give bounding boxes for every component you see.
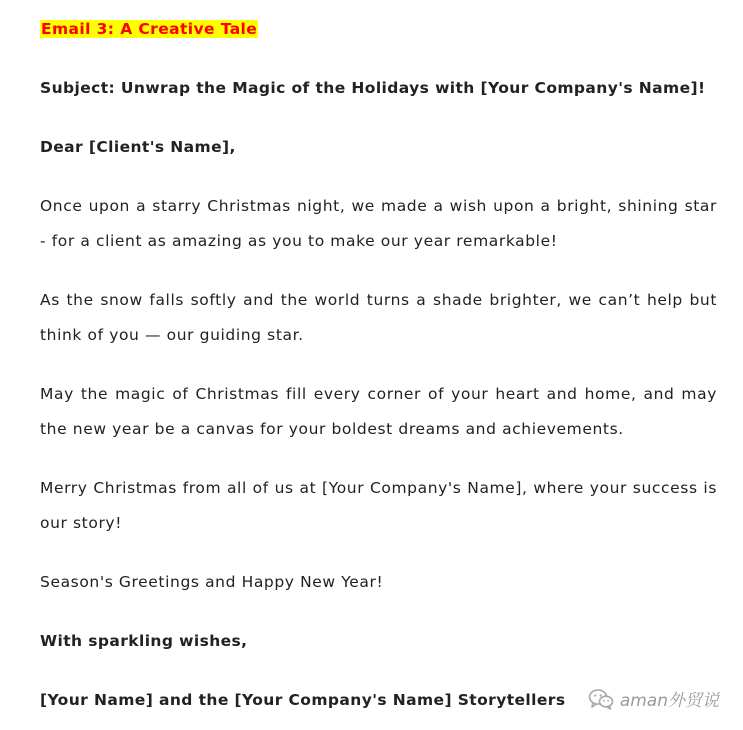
watermark-text: aman外贸说	[619, 691, 719, 711]
paragraph-snow-falls: As the snow falls softly and the world turns a shade brighter, we can’t help but think of you — our guiding star.	[40, 291, 717, 344]
email-greeting: Dear [Client's Name],	[40, 138, 236, 156]
email-closing: With sparkling wishes,	[40, 632, 248, 650]
watermark	[588, 686, 719, 711]
paragraph-seasons-greetings: Season's Greetings and Happy New Year!	[40, 573, 384, 591]
email-subject: Subject: Unwrap the Magic of the Holidays with [Your Company's Name]!	[40, 79, 706, 97]
email-signature: [Your Name] and the [Your Company's Name] Storytellers	[40, 691, 566, 709]
email-heading-line	[40, 12, 258, 47]
paragraph-merry-christmas: Merry Christmas from all of us at [Your Company's Name], where your success is our story!	[40, 479, 717, 532]
paragraph-once-upon: Once upon a starry Christmas night, we made a wish upon a bright, shining star - for a client as amazing as you to make our year remarkable!	[40, 197, 717, 250]
email-heading: Email 3: A Creative Tale	[41, 20, 258, 38]
wechat-icon	[588, 688, 614, 710]
paragraph-magic-of-christmas: May the magic of Christmas fill every corner of your heart and home, and may the new year be a canvas for your boldest dreams and achievements.	[40, 385, 717, 438]
